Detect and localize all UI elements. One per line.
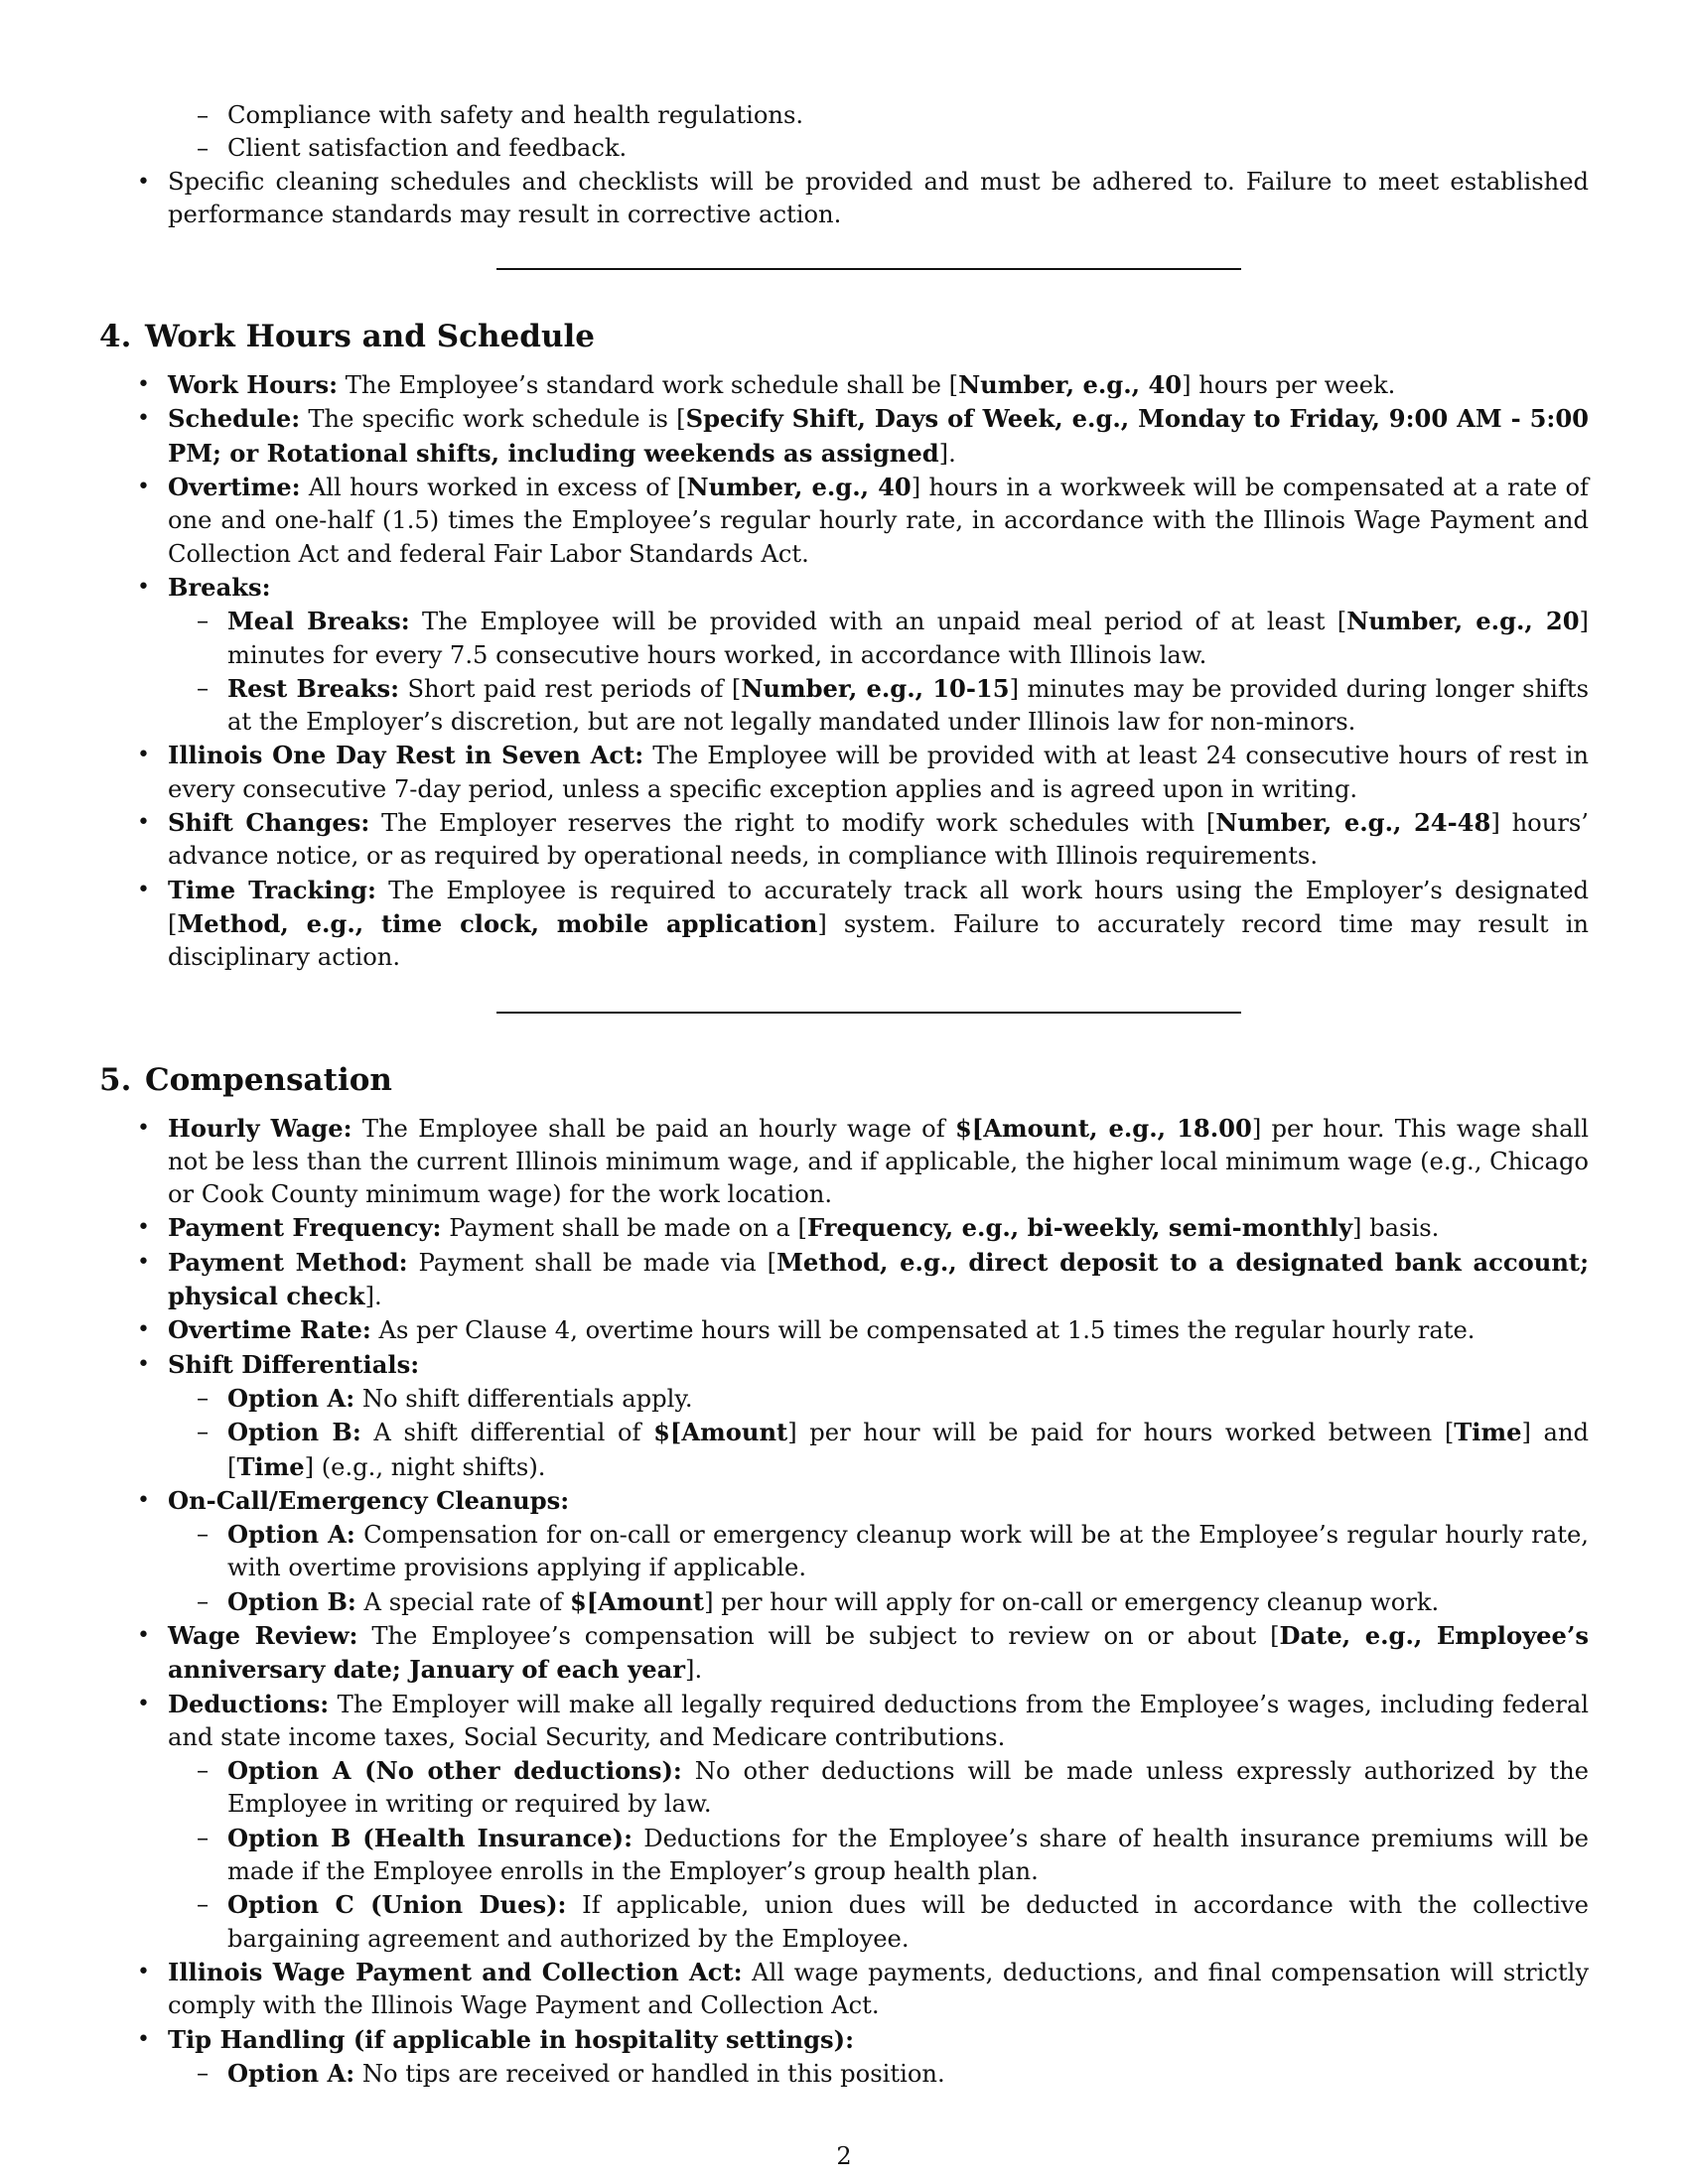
text: All wage payments, deductions, and final compensation will strictly comply with the Illinois Wage Payment and Collection Act. [168,1958,1589,2020]
list-item-shift-differentials [99,1348,1589,1484]
item-label: Option A: [227,1383,355,1413]
list-item-option-a [168,1518,1589,1585]
list-item-payment-frequency [99,1211,1589,1245]
item-label: Option A: [227,2058,355,2088]
list-item-time-tracking [99,874,1589,975]
text: ] hours’ advance notice, or as required by operational needs, in compliance with Illinois requirements. [168,809,1589,871]
item-label: Shift Changes: [168,808,370,838]
section-4-list [99,368,1589,974]
list-item-option-c [168,1888,1589,1956]
item-label: Overtime Rate: [168,1315,371,1345]
text: All hours worked in excess of [ [300,474,687,502]
text: The Employee’s compensation will be subject to review on or about [ [357,1621,1280,1650]
text: ] minutes may be provided during longer shifts at the Employer’s discretion, but are not legally mandated under Illinois law for non-minors. [227,674,1589,737]
text: As per Clause 4, overtime hours will be compensated at 1.5 times the regular hourly rate. [370,1316,1476,1345]
text: Payment shall be made via [ [407,1248,777,1277]
on-call-sublist [168,1518,1589,1619]
item-label: Illinois Wage Payment and Collection Act: [168,1957,743,1986]
item-label: Shift Differentials: [168,1349,420,1379]
text: A special rate of [355,1587,570,1616]
text: ] hours in a workweek will be compensated at a rate of one and one-half (1.5) times the Employee’s regular hourly rate, in accordance with the Illinois Wage Payment and Collection Act and federal Fair Labor Standards Act. [168,474,1589,568]
text: ] minutes for every 7.5 consecutive hours worked, in accordance with Illinois law. [227,608,1589,669]
item-label: Option B: [227,1586,356,1616]
text: Payment shall be made on a [ [441,1214,807,1243]
item-label: Meal Breaks: [227,607,410,636]
item-label: Illinois One Day Rest in Seven Act: [168,741,644,770]
text: The Employer reserves the right to modify work schedules with [ [369,809,1216,838]
text: The Employer will make all legally required deductions from the Employee’s wages, including federal and state income taxes, Social Security, and Medicare contributions. [168,1690,1589,1751]
placeholder-field: Date, e.g., Employee’s anniversary date; January of each year [168,1620,1589,1685]
text: The Employee will be provided with an unpaid meal period of at least [ [409,608,1347,636]
item-label: Option C (Union Dues): [227,1890,567,1920]
section-5-list [99,1112,1589,2092]
item-label: Payment Method: [168,1247,408,1277]
item-label: Rest Breaks: [227,673,400,703]
text: ] per hour. This wage shall not be less than the current Illinois minimum wage, and if applicable, the higher local minimum wage (e.g., Chicago or Cook County minimum wage) for the work location. [168,1114,1589,1209]
text: The Employee is required to accurately track all work hours using the Employer’s designated [ [168,876,1589,938]
text: The Employee’s standard work schedule shall be [ [338,371,959,400]
list-item-shift-changes [99,806,1589,874]
placeholder-field: Number, e.g., 40 [958,370,1183,400]
list-item-meal-breaks [168,605,1589,672]
placeholder-field: Number, e.g., 10-15 [741,673,1010,703]
item-label: Overtime: [168,473,301,502]
intro-list [99,99,1589,231]
text: No tips are received or handled in this position. [354,2059,945,2088]
list-item-rest-breaks [168,672,1589,740]
text: Short paid rest periods of [ [399,674,742,703]
intro-sublist-container [99,99,1589,166]
list-item-tip-handling [99,2023,1589,2092]
list-item-on-call [99,1484,1589,1619]
list-item-payment-method [99,1246,1589,1314]
item-label: On-Call/Emergency Cleanups: [168,1485,570,1515]
list-item-overtime-rate [99,1313,1589,1347]
placeholder-field: $[Amount, e.g., 18.00 [954,1113,1252,1143]
placeholder-field: Time [1454,1418,1522,1447]
list-item-schedule [99,402,1589,471]
shift-differentials-sublist [168,1382,1589,1484]
tip-handling-sublist [168,2057,1589,2091]
section-title: Compensation [145,1061,392,1098]
list-item-hourly-wage [99,1112,1589,1212]
list-item-wage-review [99,1619,1589,1688]
text: The Employee shall be paid an hourly wage of [352,1114,955,1143]
item-label: Schedule: [168,404,301,434]
item-label: Breaks: [168,572,271,602]
item-label: Option A: [227,1520,355,1550]
text: No shift differentials apply. [354,1384,693,1413]
text: ] system. Failure to accurately record time may result in disciplinary action. [168,909,1590,972]
list-item-option-b [168,1585,1589,1619]
text: ] basis. [1352,1214,1440,1243]
item-label: Option A (No other deductions): [227,1756,682,1786]
text: ] (e.g., night shifts). [304,1452,546,1481]
text: ] and [ [227,1419,1590,1481]
list-item: • Specific cleaning schedules and checklists will be provided and must be adhered to. Failure to meet established performance standards may result in corrective action. [99,166,1589,232]
list-item-breaks [99,571,1589,739]
text: The Employee will be provided with at least 24 consecutive hours of rest in every consecutive 7-day period, unless a specific exception applies and is agreed upon in writing. [168,742,1589,803]
section-title: Work Hours and Schedule [145,319,595,355]
page-content [99,99,1589,2091]
list-item-one-day-rest [99,739,1589,806]
section-divider [496,268,1241,270]
text: The specific work schedule is [ [300,405,686,434]
text: ] per hour will be paid for hours worked between [ [787,1419,1455,1447]
item-label: Time Tracking: [168,875,376,904]
text: ] hours per week. [1182,371,1396,400]
text: ] per hour will apply for on-call or emergency cleanup work. [704,1587,1440,1616]
item-label: Option B (Health Insurance): [227,1823,633,1852]
text: If applicable, union dues will be deducted in accordance with the collective bargaining agreement and authorized by the Employee. [227,1891,1589,1953]
list-item-option-b [168,1416,1589,1484]
placeholder-field: $[Amount [569,1586,705,1616]
list-item: – Compliance with safety and health regulations. [168,99,1589,132]
list-item-option-a [168,1382,1589,1416]
page-number: 2 [836,2142,852,2170]
placeholder-field: Time [236,1451,305,1481]
text: Compensation for on-call or emergency cleanup work will be at the Employee’s regular hourly rate, with overtime provisions applying if applicable. [227,1521,1589,1582]
text: Deductions for the Employee’s share of health insurance premiums will be made if the Employee enrolls in the Employer’s group health plan. [227,1824,1589,1886]
text: ]. [938,439,956,468]
list-item-iwpca [99,1956,1589,2023]
section-number: 4. [99,319,132,355]
item-label: Deductions: [168,1689,330,1718]
list-item-option-a [168,2057,1589,2091]
list-item: – Client satisfaction and feedback. [168,132,1589,165]
placeholder-field: Number, e.g., 20 [1346,607,1580,636]
item-label: Hourly Wage: [168,1113,352,1143]
placeholder-field: Frequency, e.g., bi-weekly, semi-monthly [806,1213,1353,1243]
breaks-sublist [168,605,1589,739]
list-item-option-a [168,1754,1589,1822]
deductions-sublist [168,1754,1589,1956]
list-item-deductions [99,1688,1589,1956]
placeholder-field: Specify Shift, Days of Week, e.g., Monday to Friday, 9:00 AM - 5:00 PM; or Rotational shifts, including weekends as assigned [168,404,1589,468]
text: ]. [364,1283,382,1311]
item-label: Option B: [227,1418,361,1447]
section-divider [496,1012,1241,1014]
item-label: Wage Review: [168,1620,358,1650]
placeholder-field: Number, e.g., 24-48 [1215,808,1491,838]
item-label: Work Hours: [168,370,339,400]
list-item-overtime [99,471,1589,571]
placeholder-field: $[Amount [653,1418,788,1447]
placeholder-field: Number, e.g., 40 [686,473,912,502]
text: A shift differential of [360,1419,654,1447]
placeholder-field: Method, e.g., time clock, mobile application [177,908,818,938]
intro-sublist [168,99,1589,166]
text: No other deductions will be made unless expressly authorized by the Employee in writing or required by law. [227,1757,1589,1819]
section-heading-4 [99,319,1589,354]
section-heading-5 [99,1062,1589,1098]
list-item-option-b [168,1822,1589,1889]
item-label: Tip Handling (if applicable in hospitality settings): [168,2024,855,2054]
text: ]. [685,1656,703,1685]
section-number: 5. [99,1061,132,1098]
placeholder-field: Method, e.g., direct deposit to a designated bank account; physical check [168,1247,1590,1311]
item-label: Payment Frequency: [168,1213,442,1243]
list-item-work-hours [99,368,1589,402]
